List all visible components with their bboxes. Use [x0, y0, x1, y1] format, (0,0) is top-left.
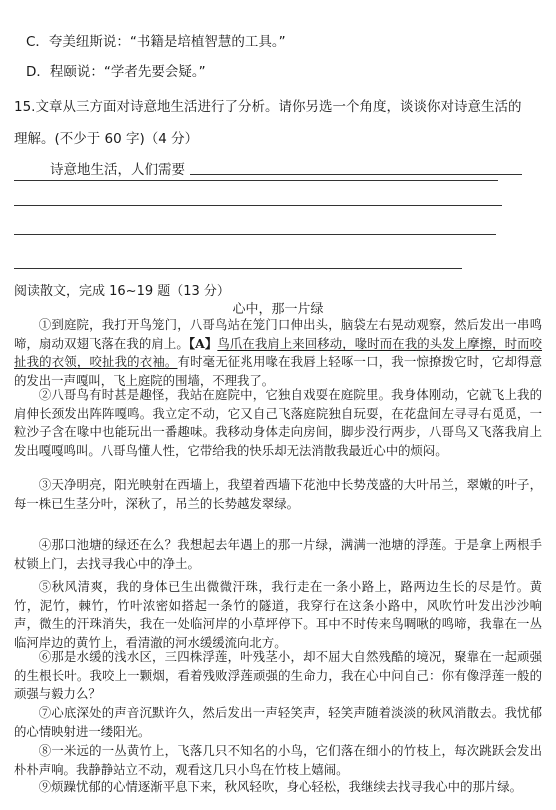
- option-d: D．程颐说：“学者先要会疑。”: [26, 64, 206, 80]
- section-heading: 阅读散文，完成 16~19 题（13 分）: [14, 284, 230, 299]
- p1-part-e: 有时毫无征兆用喙在我唇上轻啄一口，: [177, 354, 392, 369]
- answer-line[interactable]: [14, 268, 462, 269]
- essay-title: 心中，那一片绿: [232, 302, 324, 317]
- paragraph-7: ⑦心底深处的声音沉默许久，然后发出一声轻笑声，轻笑声随着淡淡的秋风消散去。我忧郁的心情映射进一缕阳光。: [14, 705, 542, 739]
- paragraph-2: ②八哥鸟有时甚是趣怪，我站在庭院中，它独自戏耍在庭院里。我身体刚动，它就飞上我的肩伸长颈发出阵阵嘎鸣。我立定不动，它又自己飞落庭院独自玩耍，在花盘间左寻寻右觅觅，一粒沙子含在喙中也能玩出一番趣味。我移动身体走向房间，脚步没行两步，八哥鸟又飞落我肩上发出嘎嘎鸣叫。八哥鸟懂人性，它带给我的快乐却无法消散我最近心中的烦闷。: [14, 387, 542, 458]
- p1-part-a: ①到庭院，我打开鸟笼门，八哥鸟站在笼门口伸出头，脑袋左右晃动观察，然后发: [38, 317, 492, 332]
- paragraph-8: ⑧一米远的一丛黄竹上，飞落几只不知名的小鸟，它们落在细小的竹枝上，每次跳跃会发出朴朴声响。我静静站立不动，观看这几只小鸟在竹枝上嬉闹。: [14, 743, 542, 777]
- option-c: C．夸美纽斯说：“书籍是培植智慧的工具。”: [26, 34, 286, 50]
- answer-line[interactable]: [14, 180, 498, 181]
- underlined-sentence-cont: 发上摩擦，时而咬扯我的衣领，咬扯我的衣袖。: [14, 335, 543, 369]
- paragraph-6: ⑥那是水缓的浅水区，三四株浮莲，叶残茎小，却不屈大自然残酷的境况，聚靠在一起顽强的生根长叶。我咬上一颗烟，看着残败浮莲顽强的生命力，我在心中问自己：你有像浮莲一般的顽强与毅力么？: [14, 649, 542, 701]
- answer-line[interactable]: [14, 205, 502, 206]
- question-15-line1: 15.文章从三方面对诗意地生活进行了分析。请你另选一个角度，谈谈你对诗意生活的: [14, 99, 522, 115]
- underlined-sentence: 鸟爪在我肩上来回移动，喙时而在我的头: [217, 335, 443, 351]
- paragraph-9: ⑨烦躁忧郁的心情逐渐平息下来，秋风轻吹，身心轻松，我继续去找寻我心中的那片绿。: [38, 779, 523, 794]
- p1-part-b: 出一串鸣啼，扇动双翅飞落在我的肩上。: [14, 317, 543, 351]
- paragraph-4: ④那口池塘的绿还在么？我想起去年遇上的那一片绿，满满一池塘的浮莲。于是拿上两根手杖锁上门，去找寻我心中的净土。: [14, 537, 542, 571]
- answer-prompt: 诗意地生活，人们需要: [50, 162, 185, 178]
- question-15-line2: 理解。(不少于 60 字)（4 分）: [14, 131, 199, 147]
- p1-part-f: 我一惊撩拨它时，它却得意的发出一声嘎叫，飞上庭院的围墙，不理我了。: [14, 354, 543, 388]
- paragraph-3: ③天净明亮，阳光映射在西墙上，我望着西墙下花池中长势茂盛的大叶吊兰，翠嫩的叶子，每一株已生茎分叶，深秋了，吊兰的长势越发翠绿。: [14, 477, 542, 511]
- marker-a: 【A】: [188, 335, 218, 351]
- paragraph-5: ⑤秋风清爽，我的身体已生出微微汗珠，我行走在一条小路上，路两边生长的尽是竹。黄竹，泥竹，棘竹，竹叶浓密如搭起一条竹的隧道，我穿行在这条小路中，风吹竹叶发出沙沙响声，微生的汗珠消失，我在一处临河岸的小草坪停下。耳中不时传来鸟啁啾的鸣啼，我靠在一丛临河岸边的黄竹上，看清澈的河水缓缓流向北方。: [14, 579, 542, 650]
- paragraph-1: [14, 316, 542, 390]
- answer-line[interactable]: [14, 234, 496, 235]
- answer-line[interactable]: [190, 174, 522, 175]
